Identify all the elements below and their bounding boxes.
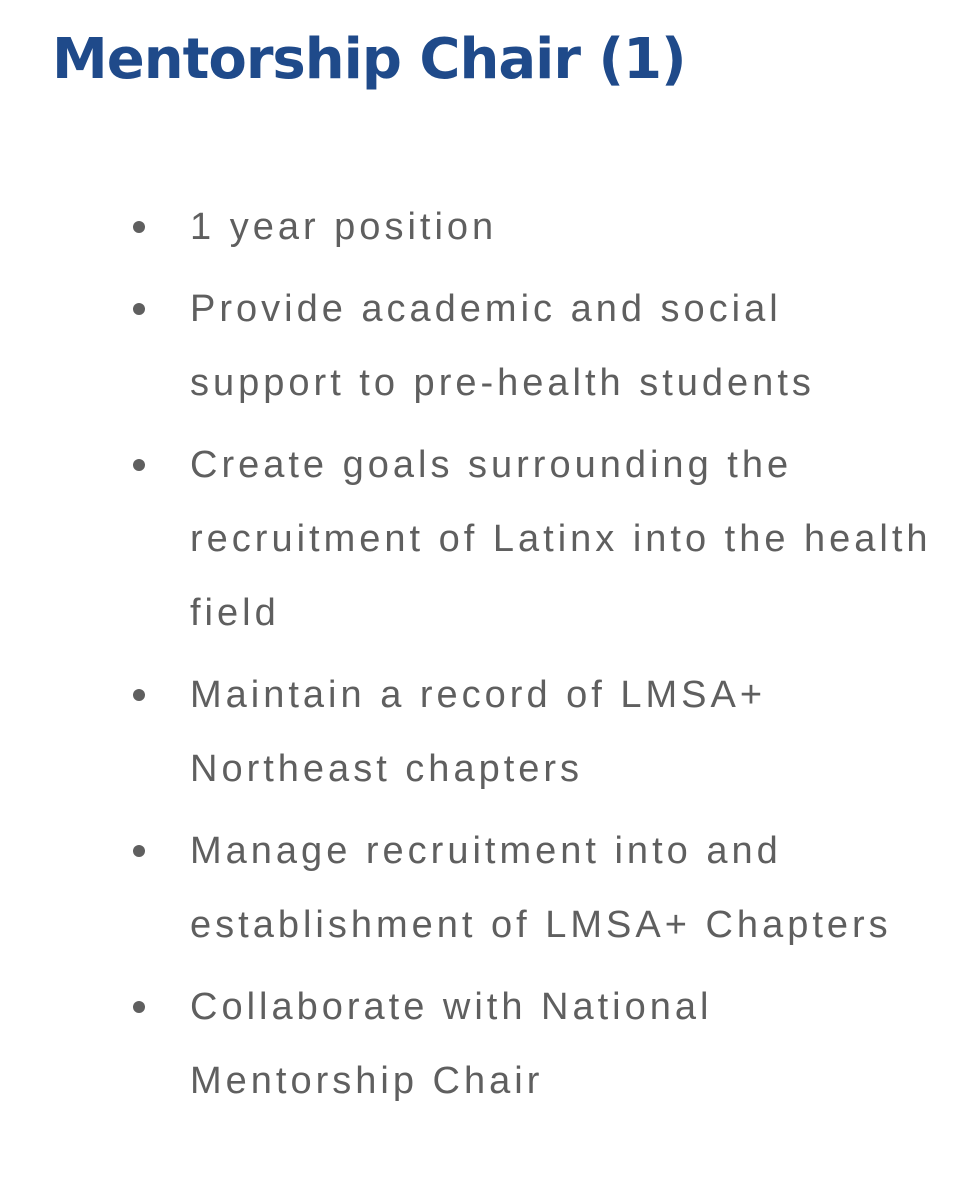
responsibilities-list bbox=[0, 190, 973, 1118]
list-item-text: Manage recruitment into and establishment of LMSA+ Chapters bbox=[190, 830, 892, 946]
section-title: Mentorship Chair (1) bbox=[52, 27, 686, 92]
list-item-text: 1 year position bbox=[190, 206, 498, 248]
bullet-icon bbox=[133, 221, 145, 233]
list-item bbox=[0, 190, 973, 264]
list-item-text: Maintain a record of LMSA+ Northeast chapters bbox=[190, 674, 767, 790]
list-item bbox=[0, 272, 973, 420]
list-item bbox=[0, 428, 973, 650]
bullet-icon bbox=[133, 845, 145, 857]
bullet-icon bbox=[133, 459, 145, 471]
list-item bbox=[0, 658, 973, 806]
list-item bbox=[0, 970, 973, 1118]
list-item bbox=[0, 814, 973, 962]
bullet-icon bbox=[133, 689, 145, 701]
list-item-text: Create goals surrounding the recruitment of Latinx into the health field bbox=[190, 444, 932, 634]
list-item-text: Provide academic and social support to pre-health students bbox=[190, 288, 815, 404]
list-item-text: Collaborate with National Mentorship Chair bbox=[190, 986, 713, 1102]
bullet-icon bbox=[133, 303, 145, 315]
bullet-icon bbox=[133, 1001, 145, 1013]
